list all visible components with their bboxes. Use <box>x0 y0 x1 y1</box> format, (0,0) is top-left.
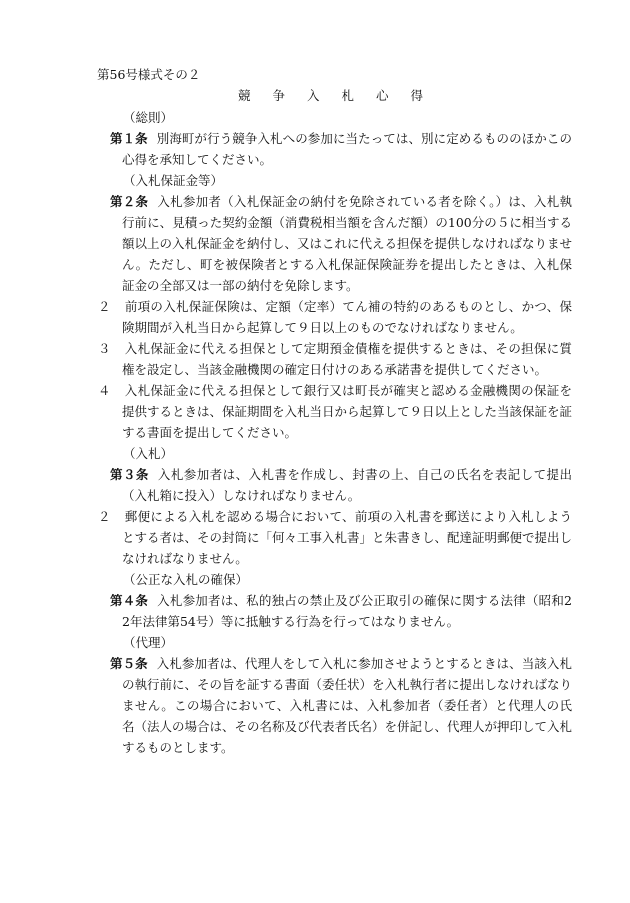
item-text: 入札保証金に代える担保として銀行又は町長が確実と認める金融機関の保証を提供するときは、保証期間を入札当日から起算して９日以上とした当該保証を証する書面を提出してください。 <box>122 383 573 440</box>
article-label: 第３条 <box>110 467 149 482</box>
section-heading: （公正な入札の確保） <box>123 572 249 587</box>
article <box>110 590 572 632</box>
item-number: ２ <box>98 509 111 524</box>
article-label: 第２条 <box>110 194 149 209</box>
article <box>110 653 572 758</box>
article-text: 入札参加者は、入札書を作成し、封書の上、自己の氏名を表記して提出（入札箱に投入）しなければなりません。 <box>122 467 572 503</box>
article-item <box>98 380 573 443</box>
item-number: ２ <box>98 299 111 314</box>
article <box>110 464 572 506</box>
section-heading: （入札） <box>123 446 174 461</box>
article <box>110 191 572 296</box>
form-number: 第56号様式その２ <box>97 67 201 82</box>
article <box>110 128 572 170</box>
article-text: 入札参加者は、私的独占の禁止及び公正取引の確保に関する法律（昭和22年法律第54号）等に抵触する行為を行ってはなりません。 <box>122 593 572 629</box>
document-title: 競争入札心得 <box>238 88 446 103</box>
document-body <box>98 107 573 758</box>
section-heading: （代理） <box>123 635 174 650</box>
article-text: 別海町が行う競争入札への参加に当たっては、別に定めるもののほかこの心得を承知してください。 <box>122 131 572 167</box>
article-item <box>98 506 573 569</box>
article-label: 第４条 <box>110 593 149 608</box>
item-text: 前項の入札保証保険は、定額（定率）てん補の特約のあるものとし、かつ、保険期間が入札当日から起算して９日以上のものでなければなりません。 <box>122 299 572 335</box>
article-text: 入札参加者は、代理人をして入札に参加させようとするときは、当該入札の執行前に、その旨を証する書面（委任状）を入札執行者に提出しなければなりません。この場合において、入札書には、入札参加者（委任者）と代理人の氏名（法人の場合は、その名称及び代表者氏名）を併記し、代理人が押印して入札するものとします。 <box>122 656 573 755</box>
section-heading: （総則） <box>123 110 174 125</box>
section-heading: （入札保証金等） <box>123 173 224 188</box>
article-item <box>98 338 572 380</box>
item-number: ４ <box>98 383 111 398</box>
article-text: 入札参加者（入札保証金の納付を免除されている者を除く。）は、入札執行前に、見積った契約金額（消費税相当額を含んだ額）の100分の５に相当する額以上の入札保証金を納付し、又はこれに代える担保を提供しなければなりません。ただし、町を被保険者とする入札保証保険証券を提出したときは、入札保証金の全部又は一部の納付を免除します。 <box>122 194 573 293</box>
item-number: ３ <box>98 341 111 356</box>
article-label: 第１条 <box>110 131 148 146</box>
article-item <box>98 296 572 338</box>
item-text: 入札保証金に代える担保として定期預金債権を提供するときは、その担保に質権を設定し、当該金融機関の確定日付けのある承諾書を提供してください。 <box>122 341 572 377</box>
item-text: 郵便による入札を認める場合において、前項の入札書を郵送により入札しようとする者は、その封筒に「何々工事入札書」と朱書きし、配達証明郵便で提出しなければなりません。 <box>122 509 573 566</box>
article-label: 第５条 <box>110 656 148 671</box>
